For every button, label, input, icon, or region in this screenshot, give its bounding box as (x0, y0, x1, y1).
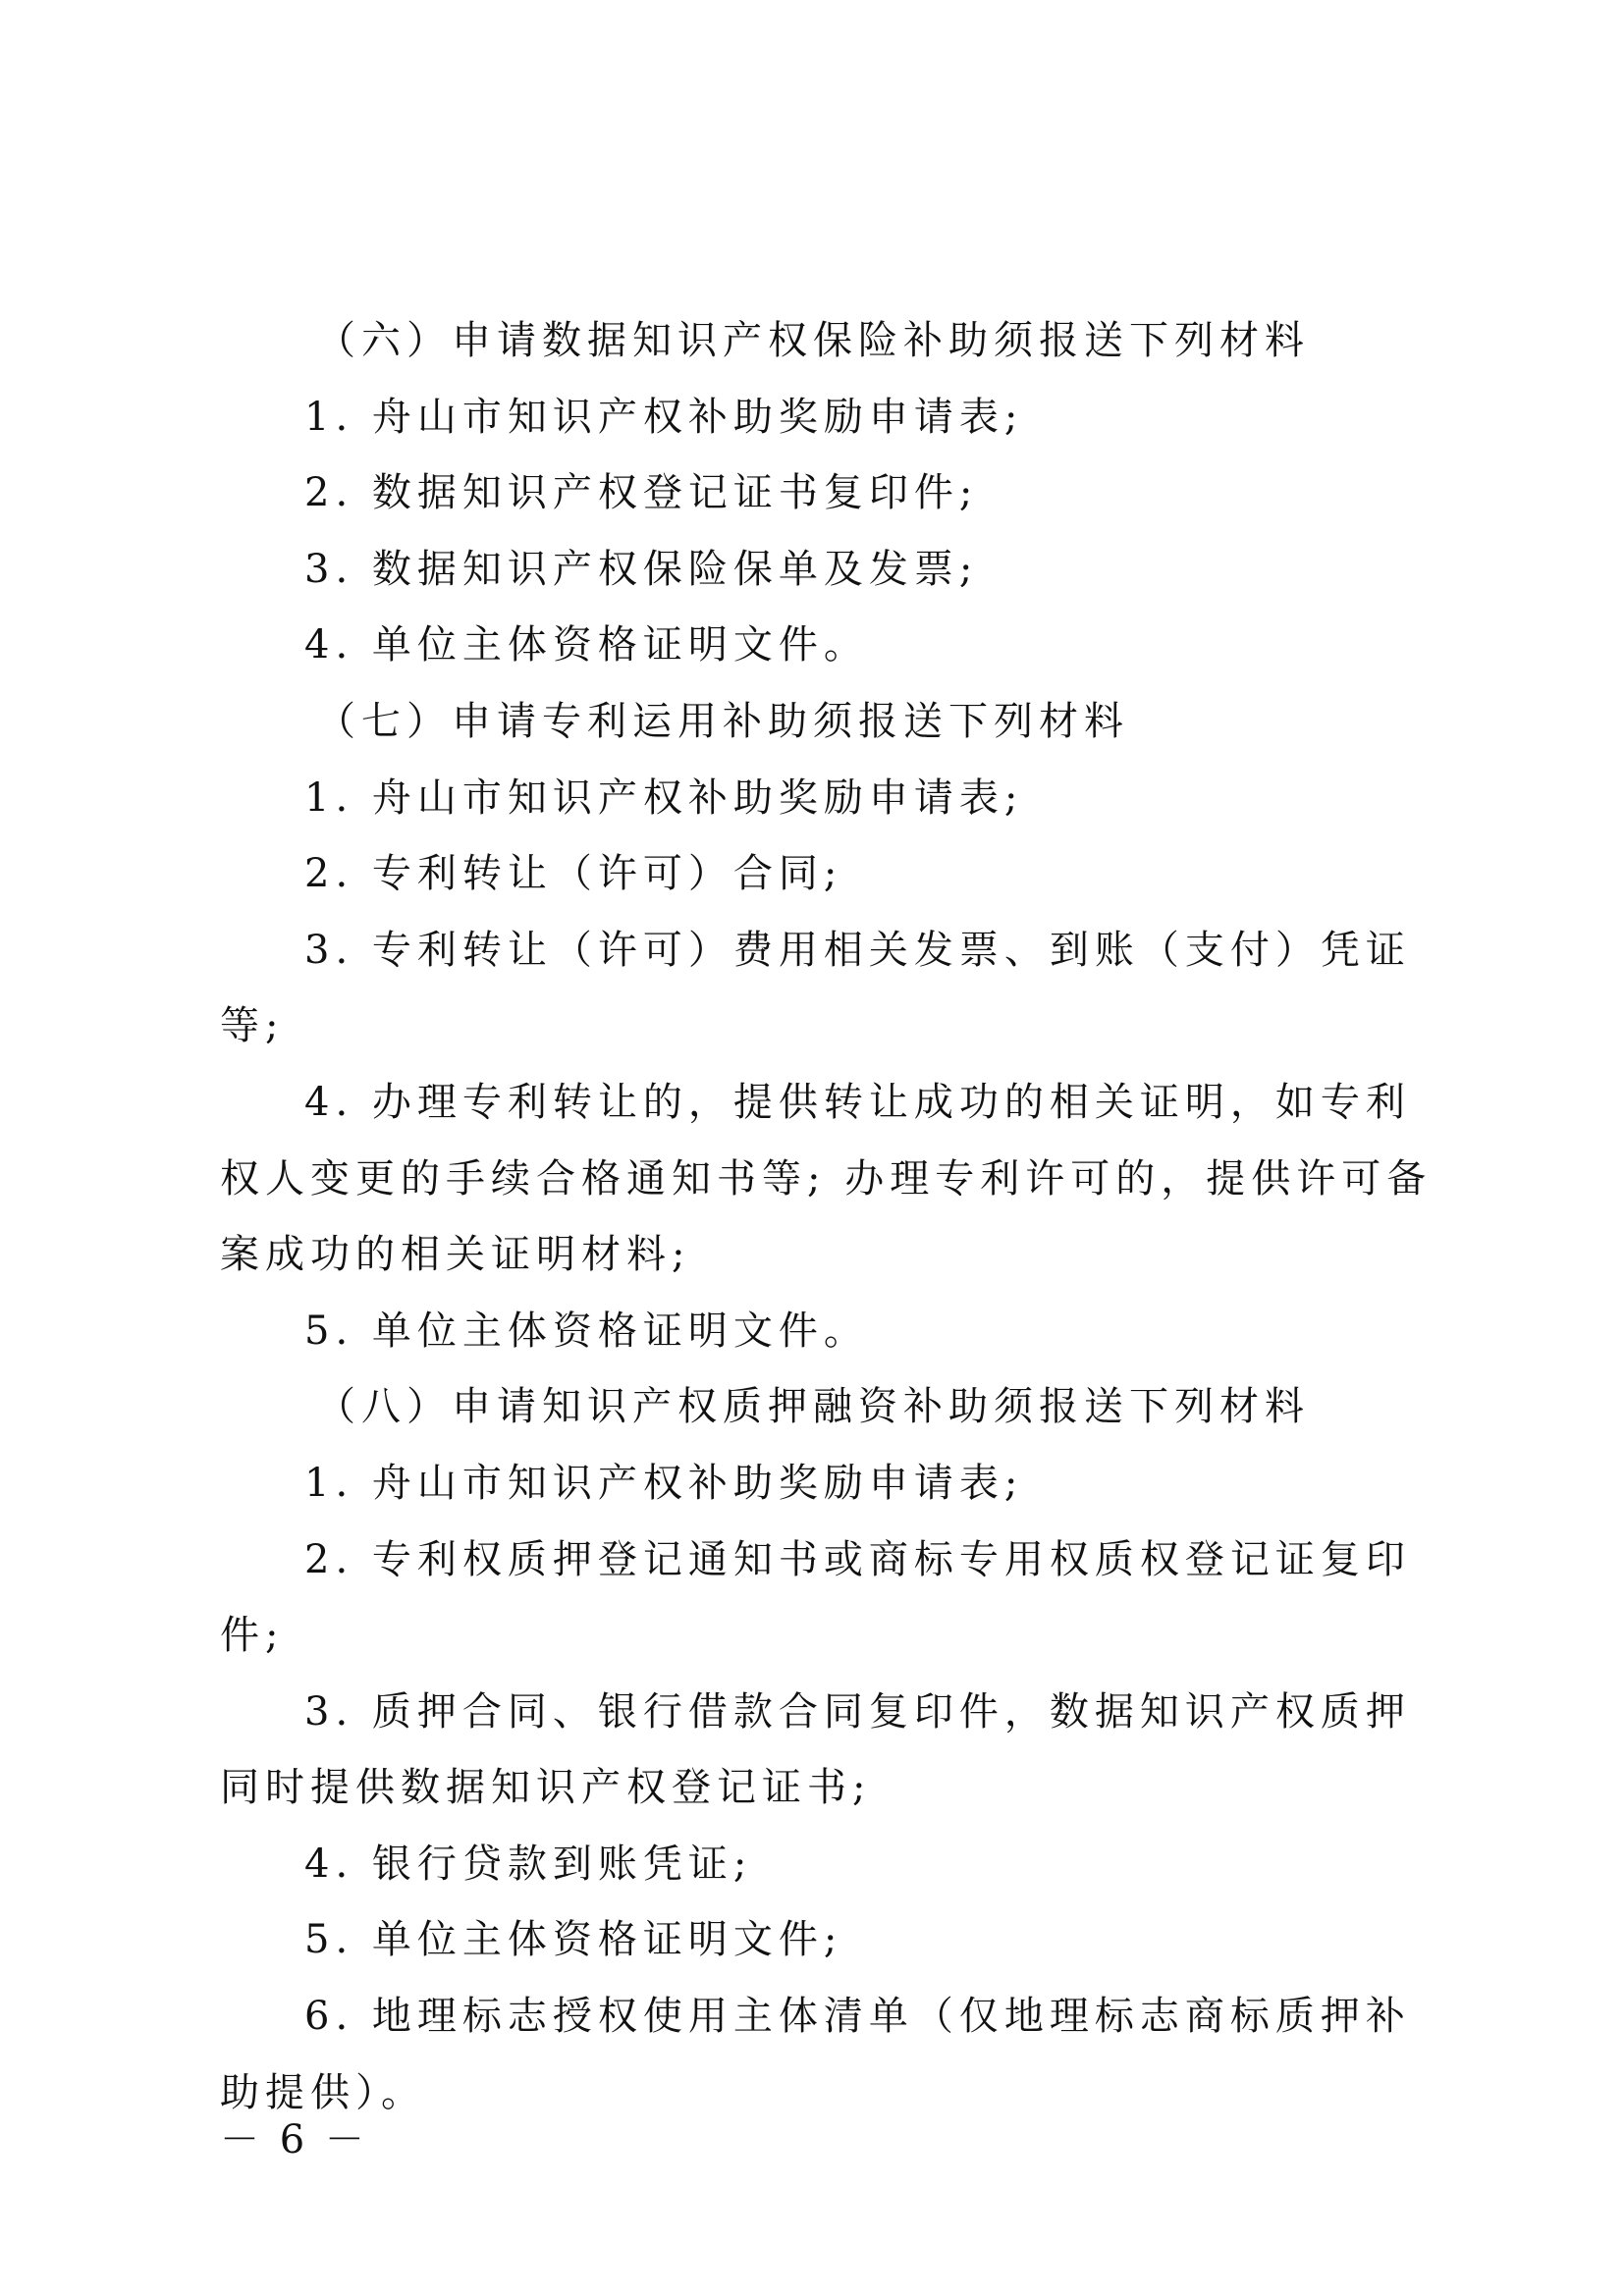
list-item: 3. 质押合同、银行借款合同复印件，数据知识产权质押同时提供数据知识产权登记证书; (220, 1688, 1411, 1811)
list-item: 1. 舟山市知识产权补助奖励申请表; (304, 1460, 1024, 1506)
list-item: 5. 单位主体资格证明文件。 (304, 1308, 869, 1354)
list-item: 1. 舟山市知识产权补助奖励申请表; (304, 774, 1024, 821)
section-heading-6: （六）申请数据知识产权保险补助须报送下列材料 (316, 318, 1310, 363)
list-item: 1. 舟山市知识产权补助奖励申请表; (304, 394, 1024, 440)
list-item: 2. 专利权质押登记通知书或商标专用权质权登记证复印件; (220, 1536, 1411, 1659)
section-heading-7: （七）申请专利运用补助须报送下列材料 (316, 698, 1129, 744)
page-number: － 6 － (220, 2117, 368, 2163)
section-heading-8: （八）申请知识产权质押融资补助须报送下列材料 (316, 1384, 1310, 1430)
list-item: 4. 银行贷款到账凭证; (304, 1841, 753, 1887)
list-item: 2. 专利转让（许可）合同; (304, 851, 843, 897)
list-item: 3. 专利转让（许可）费用相关发票、到账（支付）凭证等; (220, 927, 1411, 1049)
document-body (220, 303, 1437, 2131)
list-item: 2. 数据知识产权登记证书复印件; (304, 470, 979, 516)
list-item: 3. 数据知识产权保险保单及发票; (304, 546, 979, 592)
list-item: 5. 单位主体资格证明文件; (304, 1917, 843, 1963)
list-item: 4. 单位主体资格证明文件。 (304, 622, 869, 668)
list-item: 4. 办理专利转让的，提供转让成功的相关证明，如专利权人变更的手续合格通知书等; 办理专利许可的，提供许可备案成功的相关证明材料; (220, 1079, 1433, 1278)
list-item: 6. 地理标志授权使用主体清单（仅地理标志商标质押补助提供）。 (220, 1994, 1411, 2115)
